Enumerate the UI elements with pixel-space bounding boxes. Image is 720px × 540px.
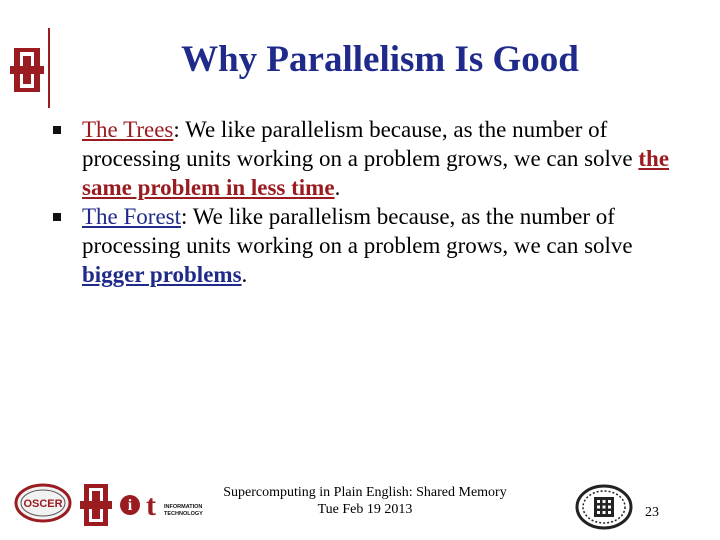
ou-logo-icon	[10, 48, 44, 92]
svg-text:i: i	[127, 497, 133, 514]
bullet-marker	[53, 126, 61, 134]
bullet-label-forest: The Forest	[82, 204, 182, 229]
bullet-forest	[52, 202, 672, 289]
bullet-end-trees: .	[334, 175, 341, 200]
bullet-emphasis-trees: the same problem in less time	[82, 146, 670, 200]
page-number: 23	[645, 505, 659, 520]
bullet-text-trees: : We like parallelism because, as the number of processing units working on a problem grows, we can solve	[82, 117, 639, 171]
svg-text:INFORMATION: INFORMATION	[164, 504, 203, 510]
bullet-list	[52, 115, 672, 289]
svg-text:OSCER: OSCER	[23, 498, 63, 510]
bullet-text-forest: : We like parallelism because, as the number of processing units working on a problem grows, we can solve	[82, 204, 633, 258]
slide-title: Why Parallelism Is Good	[181, 39, 579, 80]
ou-small-logo-icon	[80, 484, 112, 526]
svg-text:TECHNOLOGY: TECHNOLOGY	[164, 511, 203, 517]
university-seal-icon	[575, 484, 633, 530]
footer-caption	[200, 484, 530, 518]
it-logo-icon	[118, 487, 203, 525]
bullet-end-forest: .	[241, 262, 248, 287]
header-rule	[48, 28, 50, 108]
bullet-marker	[53, 213, 61, 221]
footer-line-1: Supercomputing in Plain English: Shared Memory	[223, 485, 507, 500]
bullet-emphasis-forest: bigger problems	[82, 262, 242, 287]
footer-line-2: Tue Feb 19 2013	[317, 502, 413, 517]
svg-text:t: t	[146, 489, 156, 522]
oscer-logo-icon	[14, 482, 72, 524]
bullet-trees	[52, 115, 672, 202]
bullet-label-trees: The Trees	[82, 117, 174, 142]
